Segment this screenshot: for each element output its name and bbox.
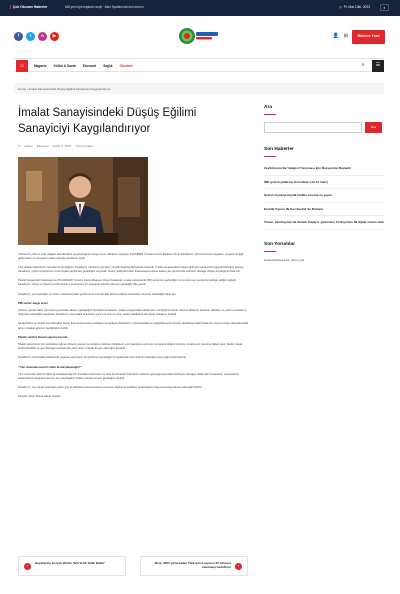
search-icon[interactable]: ⌕ [361, 62, 365, 69]
trending-label: Çok Okunan Haberler [12, 5, 48, 9]
article-comments[interactable]: Yorum bırakın [75, 144, 94, 149]
article-image [18, 157, 148, 245]
trending-marker [10, 5, 11, 9]
recent-news-item[interactable]: İBB göle foyatlarına lira haftası (13.14 mart) [264, 176, 384, 190]
recent-news-item[interactable]: Tunan, Azerbaycan'da Sanat'ı Kadiyor güdamesı Türkiye'den İlk dijital sürüm oldu [264, 216, 384, 230]
paragraph: Türk plastik sektörünün sorunlarına da değinen Karadeniz, sanayinin geneline yönelik değerlendirmelerde bulundu. İmalat sanayisindeki düşüş eğiliminin sanayicileri kaygılandırdığını belirten Karadeniz, çözüm önerilerinin hızla hayata geçirilmesi gerektiğini vurguladı. Enerji maliyetlerinden finansmana erişime kadar pek çok konuda sektörün desteğe ihtiyaç duyduğunu ifade etti. [18, 265, 244, 274]
clock-icon: ◷ [338, 5, 342, 9]
search-button[interactable]: Ara [365, 122, 382, 133]
nav-item[interactable]: Gündem [119, 63, 133, 68]
recent-news-item[interactable]: Zeytinburnu'da Yatağıcıl Yarışması İçin Başvurular Başladı! [264, 162, 384, 176]
facebook-icon[interactable]: f [14, 32, 23, 41]
paragraph: Verilerin geride kalan yılın ikinci yarısından itibaren gerilediğini hatırlatan Karadeniz, imalat sanayisindeki daralmanın sürdüğünü belirtti. Mevcut tablonun sektörün istihdam ve yatırım kararlarını doğrudan etkilediğini kaydeden Karadeniz, kısa vadeli önlemlerin yanı sıra orta ve uzun vadeli politikalara da ihtiyaç olduğunu söyledi. [18, 309, 247, 317]
paragraph: Yüksek bir yıllık ve aylık değerin altında kalan üç göstergenin hangi sonun olduğunu söyleyen PLASİDER Yönetim Kurulu Başkanı Ömer Karadeniz, söz konusunun hayatları, projeleri ile ilgili gelişmelere ve sonuçların bakış açısıyla yanıtlarını verdi. [18, 252, 244, 260]
search-input[interactable] [264, 122, 362, 133]
arrow-left-icon: ‹ [24, 563, 31, 570]
article-title: İmalat Sanayisindeki Düşüş Eğilimi Sanayiciyi Kaygılandırıyor [18, 107, 197, 136]
sidebar [264, 105, 384, 262]
paragraph: Karadeniz, son olarak üretimden gelen güç ile istihdamın korunmasının önemine değinerek sektörün potansiyelini ortaya koymaya devam edeceğini belirtti. [18, 386, 203, 390]
home-icon[interactable]: ⌂ [16, 60, 28, 72]
article-author[interactable]: admin [24, 144, 33, 149]
search-widget-title: Ara [264, 105, 384, 115]
section-heading: PMI verileri kaygı verici [18, 301, 48, 305]
social-links [14, 32, 59, 41]
subscribe-button[interactable]: Bültene Yazıl [352, 30, 385, 44]
paragraph: Plastik Sanayicileri Federasyonu (PLASİDER) Yönetim Kurulu Başkanı Ömer Karadeniz, imalat sanayisinde PMI verilerinin gerilediğini ve bu durumun sanayiciyi tedirgin ettiğini söyledi. Karadeniz, üretim ve ihracat performansının korunması için kapsamlı adımlar atılması gerektiğini dile getirdi. [18, 279, 237, 287]
recent-news-item[interactable]: Emirlik Oyunu İlk Kez Sezinir ile Buluştu [264, 203, 384, 217]
twitter-icon[interactable]: t [26, 32, 35, 41]
section-quote: "Yılın ortasında nasıl bir tablo ile karşılaşacağız?" [18, 365, 82, 369]
article-body [18, 253, 250, 400]
recent-comments-title: Son Yorumlar [264, 242, 384, 252]
main-nav [14, 58, 384, 72]
nav-item[interactable]: Kültür & Sanat [53, 63, 76, 68]
top-bar [0, 0, 400, 16]
article-date: Şubat 6, 2023 [52, 144, 72, 149]
author-icon: ✎ [18, 144, 21, 149]
recent-news-title: Son Haberler [264, 147, 384, 157]
next-post-link[interactable]: Mısır, 9000 yılına kadar Türk turist sayısını 20 milyona çıkarmayı hedefliyor › [140, 556, 248, 576]
paragraph: Plastik sektörünün tüm zorluklara rağmen ihracat yapısını koruduğunu belirten Karadeniz, yeni pazarlara açılmanın ve katma değerli ürünlere yönelmenin önemine dikkat çekti. Sektör olarak sürdürülebilirlik ve geri dönüşüm alanlarında yatırımların artarak devam edeceğini kaydetti. [18, 342, 243, 351]
recent-news-list [264, 162, 384, 230]
paragraph: Karadeniz, yeni siparişler ve üretim endekslerindeki gerilemenin önümüzdeki döneme ilişkin beklentileri olumsuz etkilediğini ifade etti. [18, 292, 177, 296]
site-logo[interactable] [177, 26, 221, 46]
current-date: ◷ Pt. Mar 13th, 2023 [338, 5, 370, 9]
nav-tools [357, 60, 384, 72]
breadcrumb[interactable]: Home › İmalat Sanayisindeki Düşüş Eğilimi Sanayiciyi Kaygılandırıyor [14, 83, 384, 94]
search-form [264, 122, 384, 133]
instagram-icon[interactable]: o [38, 32, 47, 41]
nav-item[interactable]: Ekonomi [82, 63, 97, 68]
article-category[interactable]: Ekonomi [36, 144, 49, 149]
nav-item[interactable]: Sağlık [103, 63, 113, 68]
recent-news-item[interactable]: Şehrin foyatına büyük tehlike turuma ne yapar [264, 189, 384, 203]
paragraph: Sanayicilerin en büyük sorunlarından birinin finansmana erişim olduğunu vurgulayan Karadeniz, kredi koşullarının iyileştirilmesinin üretimi destekleyeceğini ifade etti. Ayrıca enerji maliyetlerindeki artışın rekabet gücünü zayıflattığını belirtti. [18, 322, 249, 330]
news-ticker[interactable]: Mill yeni üye başkanı seçti · Altın fiyatlarında son durum [65, 5, 144, 10]
nav-items [34, 64, 133, 69]
section-heading: Plastik sektörü ihracat yapısını korudu [18, 335, 68, 339]
article [14, 105, 250, 404]
menu-icon[interactable]: ☰ [372, 60, 384, 72]
prev-post-link[interactable]: ‹ Hayallerine Gerçek Olmaz 'Sıfır'la İlk Tatlılı Bakar' [18, 556, 126, 576]
header-icons [333, 33, 348, 40]
paragraph: Yılın ortasında nasıl bir tablo ile karşılaşacağımızı şimdiden kestirmek zor olsa da alınacak önlemlerin sektörün geleceği açısından belirleyici olacağını ifade eden Karadeniz, sanayicilerin beklentilerinin karşılanması için tüm paydaşların birlikte hareket etmesi gerektiğini söyledi. [18, 372, 239, 380]
article-source: Kaynak: DHA / Bursa Haber Gazete [18, 395, 61, 399]
article-meta [18, 144, 250, 148]
paragraph: Karadeniz, hammadde tedarikinde yaşanan sıkıntıların da çözülmesi gerektiğini vurgulayarak yerli üretimin desteklenmesi çağrısında bulundu. [18, 356, 187, 360]
user-icon[interactable]: 👤 [332, 33, 339, 39]
no-comments-text: Gösterilebilecek bir yorum yok. [264, 258, 306, 263]
cart-icon[interactable]: ⊞ [343, 33, 348, 39]
arrow-right-icon: › [235, 563, 242, 570]
toggle-icon[interactable]: ◐ [380, 4, 389, 11]
nav-item[interactable]: Magazin [34, 63, 47, 68]
youtube-icon[interactable]: ▶ [50, 32, 59, 41]
